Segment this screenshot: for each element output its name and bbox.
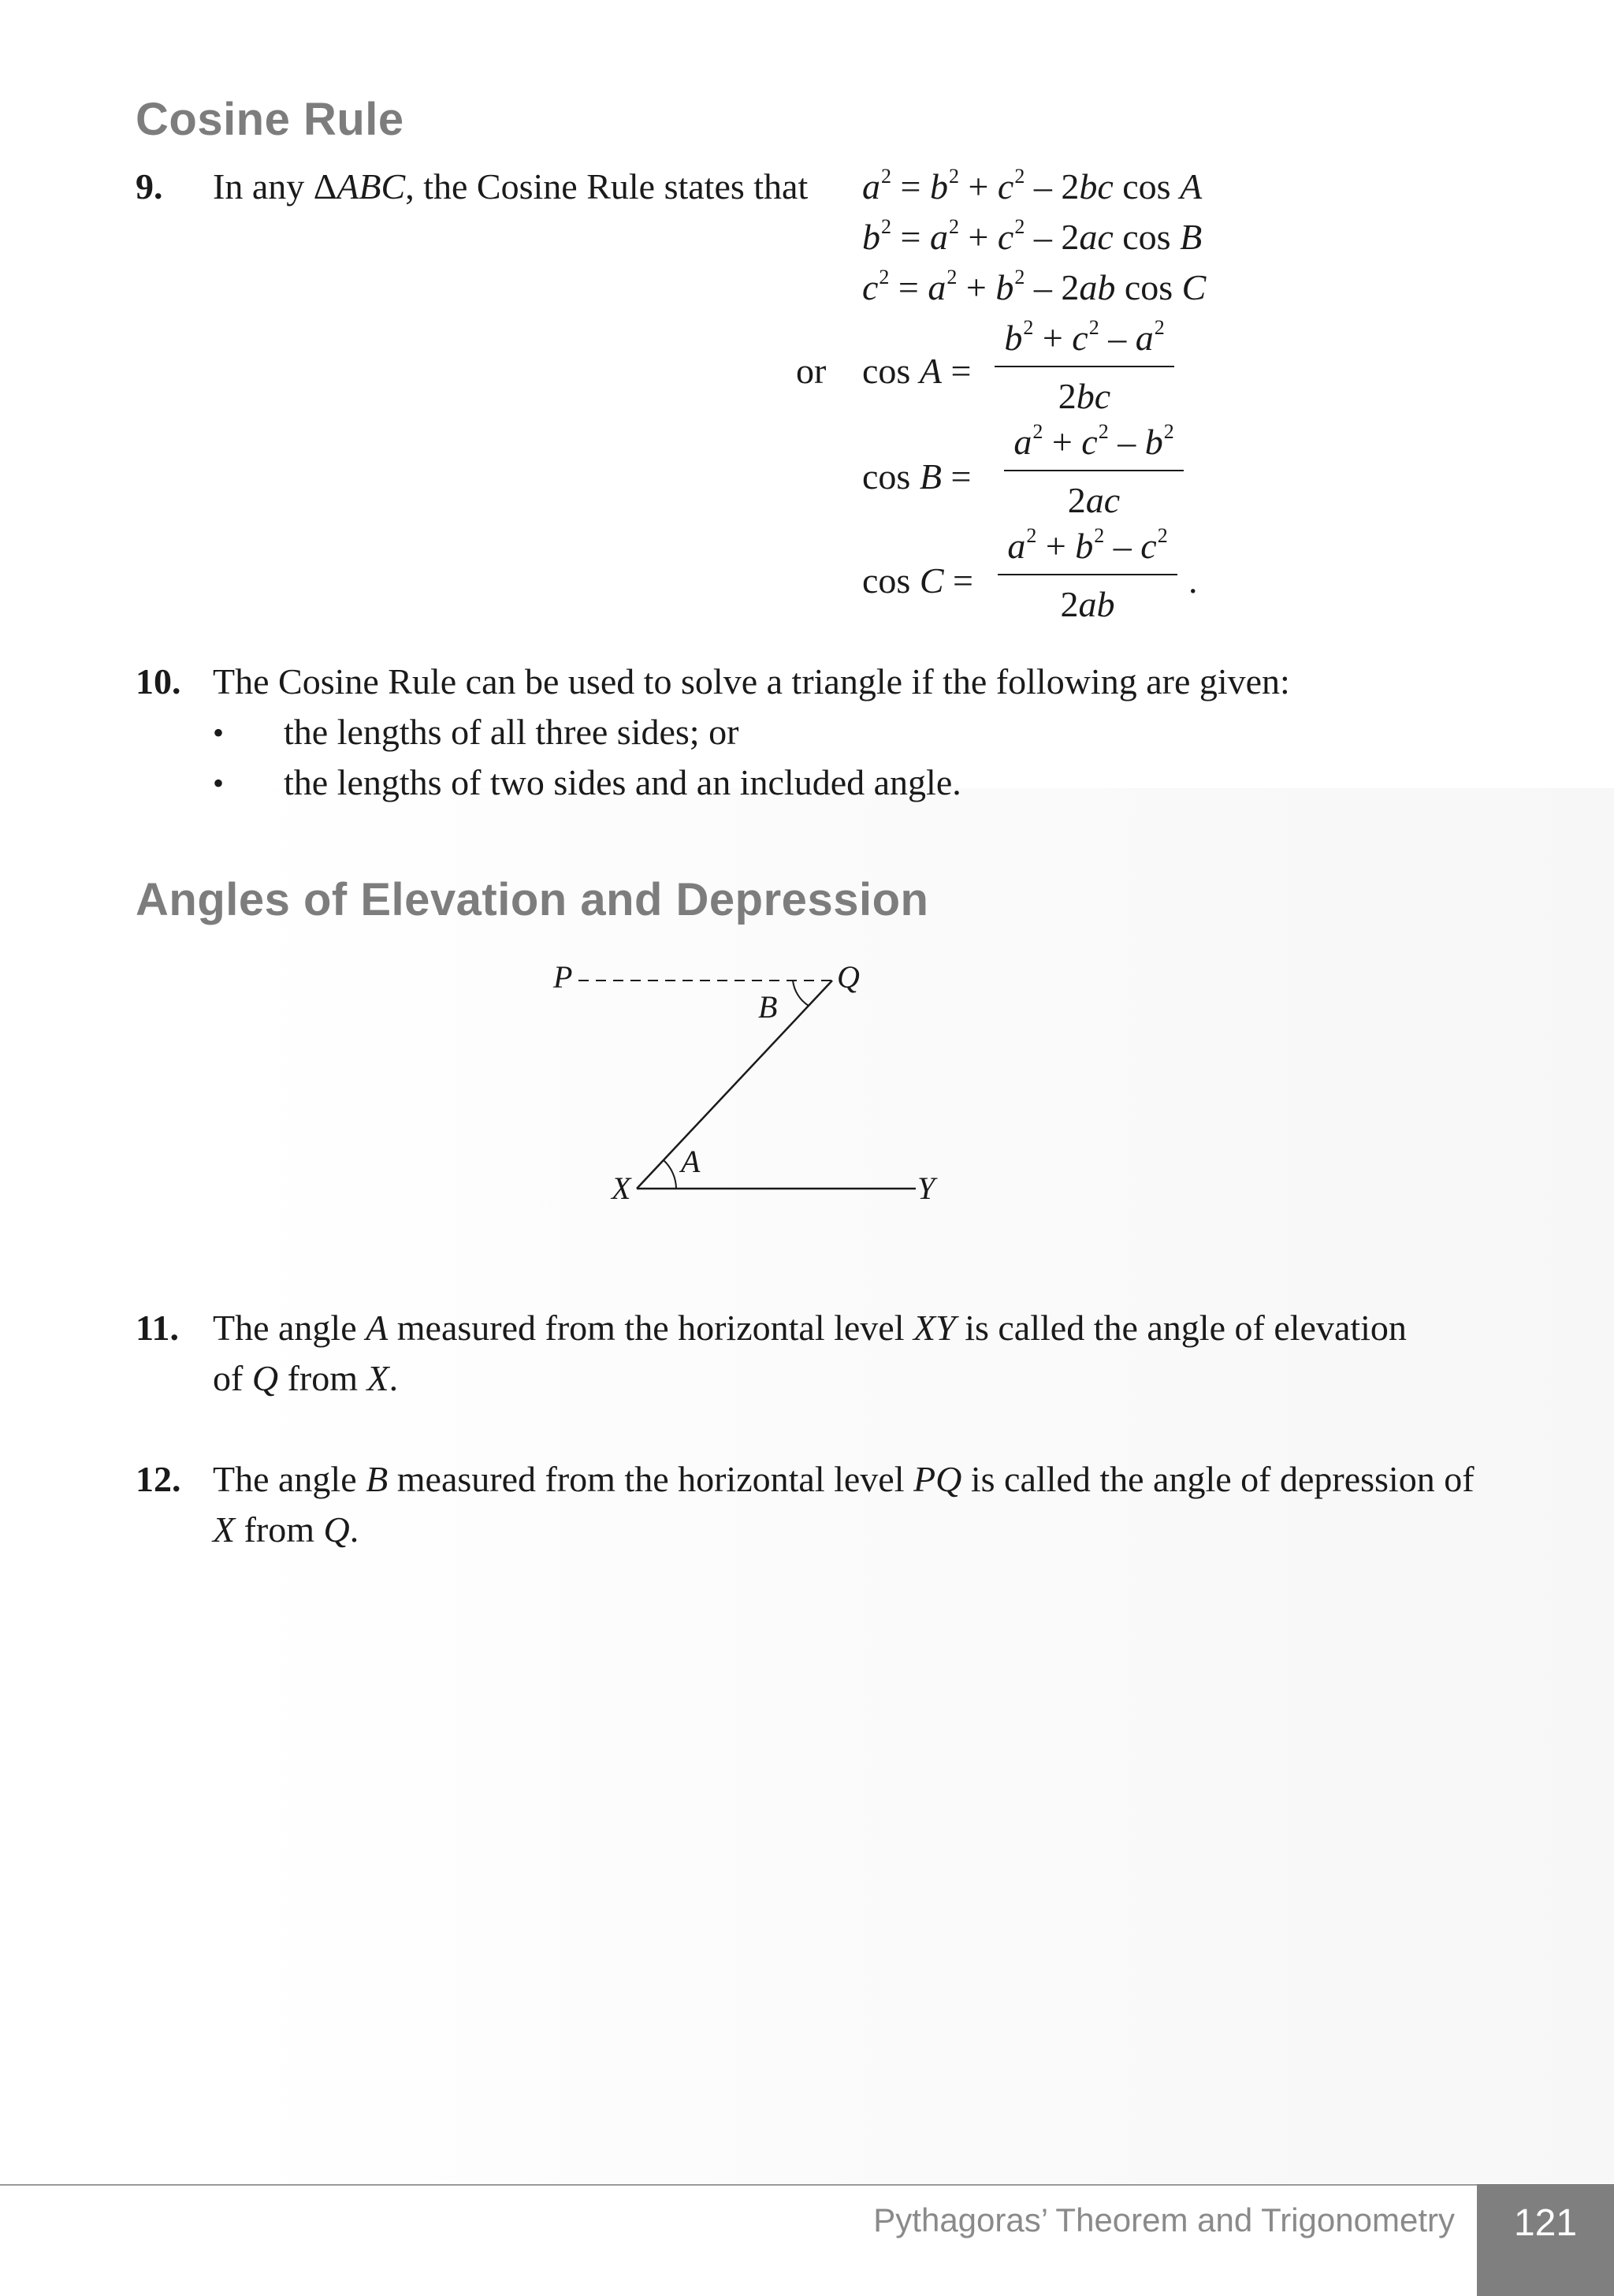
equation-a-squared: $a^2 = b^2 + c^2 - 2bc$ cos A (862, 165, 1203, 207)
footer-chapter-title: Pythagoras’ Theorem and Trigonometry (873, 2201, 1455, 2238)
item-number-11: 11. (136, 1308, 179, 1348)
section-heading-elevation: Angles of Elevation and Depression (136, 874, 929, 925)
item9-intro: In any ΔABC, the Cosine Rule states that (213, 166, 809, 207)
bullet-marker: • (213, 715, 225, 750)
cos-c-denominator: 2ab (1060, 584, 1115, 624)
fraction-bar (995, 366, 1174, 367)
label-y: Y (917, 1170, 935, 1206)
fraction-bar (1004, 470, 1184, 471)
bullet-item-2: the lengths of two sides and an included angle. (284, 762, 961, 802)
equation-c-squared: $c^2 = a^2 + b^2 - 2ab$ cos C (862, 266, 1207, 307)
cos-b-numerator: $a^2 + c^2 - b^2$ (1013, 420, 1174, 462)
line-xq (637, 981, 832, 1189)
elevation-diagram (544, 954, 969, 1214)
section-heading-cosine-rule: Cosine Rule (136, 94, 404, 145)
item10-text: The Cosine Rule can be used to solve a triangle if the following are given: (213, 661, 1290, 701)
equation-b-squared: $b^2 = a^2 + c^2 - 2ac$ cos B (862, 215, 1203, 257)
item11-line2: of Q from X. (213, 1358, 399, 1398)
fraction-bar (998, 574, 1177, 575)
cos-a-fraction (995, 316, 1174, 416)
label-x: X (612, 1170, 631, 1206)
cos-c-numerator: $a^2 + b^2 - c^2$ (1007, 524, 1168, 566)
formula-period: . (1188, 560, 1198, 601)
footer-rule (0, 2184, 1477, 2186)
item-number-10: 10. (136, 661, 181, 701)
elevation-diagram-svg (544, 954, 969, 1214)
cos-a-numerator: $b^2 + c^2 - a^2$ (1004, 316, 1165, 358)
cos-a-denominator: 2bc (1058, 376, 1111, 416)
item-number-9: 9. (136, 166, 163, 207)
item12-line2: X from Q. (213, 1509, 359, 1550)
cos-b-denominator: 2ac (1067, 480, 1121, 520)
angle-b-arc (793, 981, 809, 1006)
cos-b-lhs: cos B = (862, 456, 972, 497)
or-word: or (796, 351, 827, 391)
label-p: P (553, 959, 573, 995)
item-number-12: 12. (136, 1459, 181, 1499)
page-number: 121 (1477, 2184, 1614, 2296)
cos-b-fraction (1004, 420, 1184, 520)
bullet-item-1: the lengths of all three sides; or (284, 712, 739, 752)
label-b: B (758, 989, 778, 1025)
cos-c-fraction (998, 524, 1177, 624)
item12-line1: The angle B measured from the horizontal level PQ is called the angle of depression of (213, 1459, 1475, 1499)
cos-a-lhs: cos A = (862, 351, 972, 391)
angle-a-arc (664, 1160, 676, 1189)
label-a: A (681, 1144, 701, 1179)
label-q: Q (837, 959, 860, 995)
bullet-marker: • (213, 765, 225, 801)
cos-c-lhs: cos C = (862, 560, 973, 601)
item11-line1: The angle A measured from the horizontal level XY is called the angle of elevation (213, 1308, 1407, 1348)
